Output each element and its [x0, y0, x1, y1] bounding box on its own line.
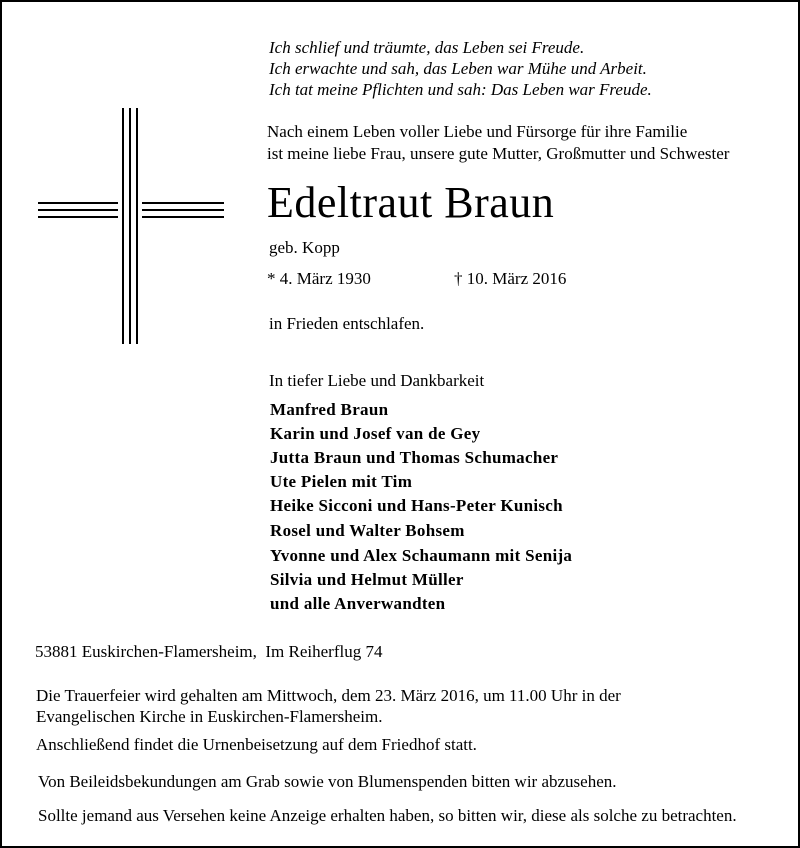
mourner-name: Jutta Braun und Thomas Schumacher: [270, 448, 559, 467]
passed-text: in Frieden entschlafen.: [269, 314, 425, 333]
mourner-name: Karin und Josef van de Gey: [270, 424, 481, 443]
mourner-name: Yvonne und Alex Schaumann mit Senija: [270, 546, 573, 565]
cross-icon: [38, 108, 224, 344]
mourner-name: Rosel und Walter Bohsem: [270, 521, 465, 540]
mourner-name: und alle Anverwandten: [270, 594, 446, 613]
deceased-name: Edeltraut Braun: [267, 178, 555, 227]
mourners-heading: In tiefer Liebe und Dankbarkeit: [269, 371, 485, 390]
poem-line-1: Ich schlief und träumte, das Leben sei Freude.: [269, 38, 585, 57]
death-date: † 10. März 2016: [454, 269, 567, 288]
mourner-name: Heike Sicconi und Hans-Peter Kunisch: [270, 496, 563, 515]
condolence-request: Von Beileidsbekundungen am Grab sowie von Blumenspenden bitten wir abzusehen.: [38, 772, 617, 791]
service-line-1: Die Trauerfeier wird gehalten am Mittwoch, dem 23. März 2016, um 11.00 Uhr in der: [36, 686, 621, 705]
service-line-3: Anschließend findet die Urnenbeisetzung auf dem Friedhof statt.: [36, 735, 477, 754]
address: 53881 Euskirchen-Flamersheim, Im Reiherflug 74: [35, 642, 383, 661]
intro-line-2: ist meine liebe Frau, unsere gute Mutter, Großmutter und Schwester: [267, 144, 730, 163]
birth-date: * 4. März 1930: [267, 269, 371, 288]
poem-line-2: Ich erwachte und sah, das Leben war Mühe und Arbeit.: [269, 59, 647, 78]
service-line-2: Evangelischen Kirche in Euskirchen-Flamersheim.: [36, 707, 383, 726]
mourner-name: Silvia und Helmut Müller: [270, 570, 464, 589]
poem-line-3: Ich tat meine Pflichten und sah: Das Leben war Freude.: [269, 80, 652, 99]
mourner-name: Ute Pielen mit Tim: [270, 472, 413, 491]
intro-line-1: Nach einem Leben voller Liebe und Fürsorge für ihre Familie: [267, 122, 688, 141]
closing-note: Sollte jemand aus Versehen keine Anzeige erhalten haben, so bitten wir, diese als solche zu betrachten.: [38, 806, 737, 825]
maiden-name: geb. Kopp: [269, 238, 340, 257]
mourner-name: Manfred Braun: [270, 400, 389, 419]
